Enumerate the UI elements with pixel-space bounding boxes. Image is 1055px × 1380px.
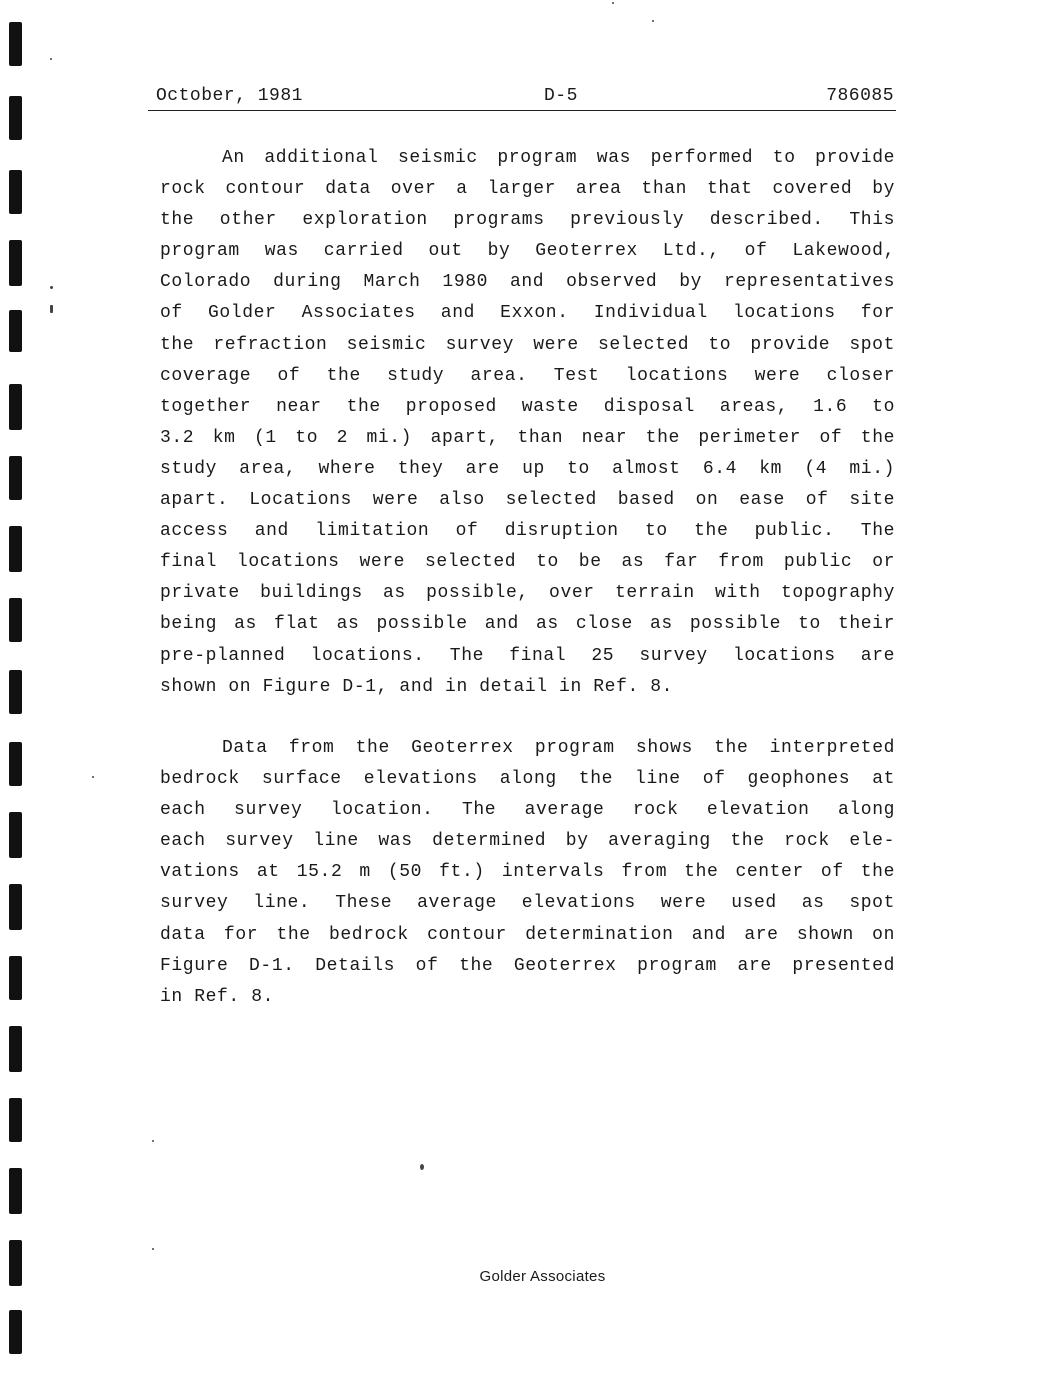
text-line: program was carried out by Geoterrex Ltd., of Lakewood,	[160, 241, 895, 262]
binder-mark	[9, 742, 22, 786]
text-line: access and limitation of disruption to the public. The	[160, 521, 895, 542]
text-line: Figure D-1. Details of the Geoterrex program are presented	[160, 955, 895, 976]
page-header	[148, 86, 896, 111]
binder-mark	[9, 1098, 22, 1142]
scan-speck	[50, 58, 52, 60]
binder-mark	[9, 22, 22, 66]
header-document-number: 786085	[826, 86, 894, 106]
binder-mark	[9, 170, 22, 214]
paragraph-2	[160, 733, 895, 1013]
header-date: October, 1981	[156, 86, 303, 106]
text-line: private buildings as possible, over terrain with topography	[160, 583, 895, 604]
text-line: apart. Locations were also selected based on ease of site	[160, 490, 895, 511]
binder-mark	[9, 956, 22, 1000]
binder-mark	[9, 456, 22, 500]
scan-speck	[152, 1248, 154, 1250]
header-page-number: D-5	[544, 86, 578, 106]
text-line: Colorado during March 1980 and observed by representatives	[160, 272, 895, 293]
paragraph-1	[160, 143, 895, 703]
text-line: 3.2 km (1 to 2 mi.) apart, than near the perimeter of the	[160, 427, 895, 448]
scan-speck	[652, 20, 654, 22]
text-line: pre-planned locations. The final 25 survey locations are	[160, 645, 895, 666]
scan-speck	[50, 305, 53, 313]
footer-company: Golder Associates	[479, 1268, 606, 1285]
binder-mark	[9, 812, 22, 858]
text-line: An additional seismic program was performed to provide	[222, 148, 895, 168]
binder-mark	[9, 310, 22, 352]
text-line: survey line. These average elevations were used as spot	[160, 893, 895, 914]
text-line: of Golder Associates and Exxon. Individual locations for	[160, 303, 895, 324]
binder-mark	[9, 526, 22, 572]
scan-speck	[420, 1164, 424, 1170]
text-line: vations at 15.2 m (50 ft.) intervals from the center of the	[160, 862, 895, 883]
binder-mark	[9, 1168, 22, 1214]
text-line: each survey line was determined by averaging the rock ele-	[160, 831, 895, 852]
text-line: being as flat as possible and as close as possible to their	[160, 614, 895, 635]
text-line: bedrock surface elevations along the line of geophones at	[160, 769, 895, 790]
binder-mark	[9, 384, 22, 430]
text-line: shown on Figure D-1, and in detail in Ref. 8.	[160, 676, 674, 697]
binder-mark	[9, 1026, 22, 1072]
text-line: rock contour data over a larger area than that covered by	[160, 179, 895, 200]
text-line: coverage of the study area. Test locations were closer	[160, 365, 895, 386]
text-line: the other exploration programs previously described. This	[160, 210, 895, 231]
binder-holes	[0, 0, 40, 1380]
binder-mark	[9, 670, 22, 714]
scan-speck	[50, 286, 53, 289]
text-line: in Ref. 8.	[160, 986, 275, 1007]
binder-mark	[9, 96, 22, 140]
binder-mark	[9, 598, 22, 642]
binder-mark	[9, 1310, 22, 1354]
binder-mark	[9, 240, 22, 286]
binder-mark	[9, 884, 22, 930]
scan-speck	[92, 776, 94, 778]
text-line: data for the bedrock contour determination and are shown on	[160, 924, 895, 945]
text-line: final locations were selected to be as far from public or	[160, 552, 895, 573]
text-line: study area, where they are up to almost 6.4 km (4 mi.)	[160, 458, 895, 479]
text-line: Data from the Geoterrex program shows the interpreted	[222, 738, 895, 758]
text-line: the refraction seismic survey were selected to provide spot	[160, 334, 895, 355]
text-line: together near the proposed waste disposal areas, 1.6 to	[160, 396, 895, 417]
scan-speck	[612, 2, 614, 4]
text-line: each survey location. The average rock elevation along	[160, 800, 895, 821]
scan-speck	[152, 1140, 154, 1142]
